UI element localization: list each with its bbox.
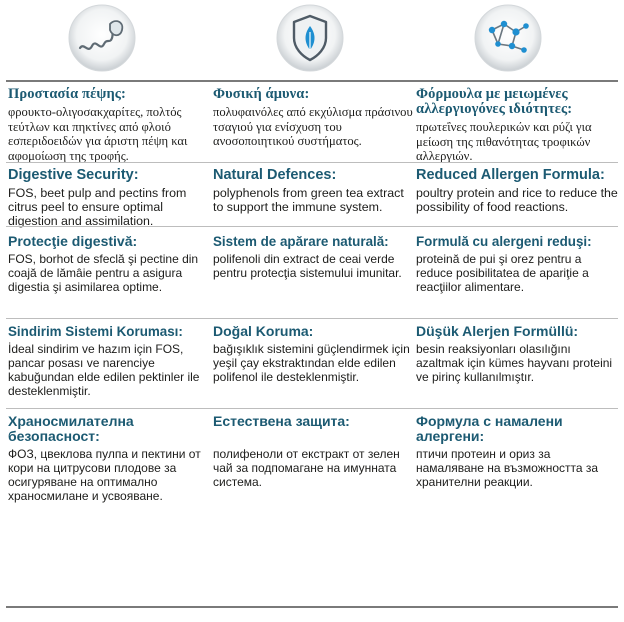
cell-text: FOS, borhot de sfeclă şi pectine din coajă de lămâie pentru a asigura digestia şi asimilarea optime. <box>8 252 199 294</box>
cell-text: proteină de pui şi orez pentru a reduce posibilitatea de apariţie a reacţiilor alimentare. <box>416 252 589 294</box>
cell-title: Sindirim Sistemi Koruması: <box>8 324 183 339</box>
cell-title: Храносмилателна безопасност: <box>8 413 134 444</box>
cell-defences <box>213 87 413 149</box>
cell-text: İdeal sindirim ve hazım için FOS, pancar posası ve narenciye kabuğundan elde edilen pektinler ile desteklenmiştir. <box>8 342 200 398</box>
cell-text: FOS, beet pulp and pectins from citrus peel to ensure optimal digestion and assimilation. <box>8 186 187 228</box>
cell-title: Digestive Security: <box>8 167 139 183</box>
row-separator <box>6 408 618 409</box>
top-rule <box>6 80 618 82</box>
cell-defences <box>213 324 413 384</box>
shield-icon <box>274 2 346 74</box>
cell-text: полифеноли от екстракт от зелен чай за подпомагане на имунната система. <box>213 447 400 489</box>
bottom-rule <box>6 606 618 608</box>
row-separator <box>6 226 618 227</box>
row-separator <box>6 318 618 319</box>
cell-text: bağışıklık sistemini güçlendirmek için yeşil çay ekstraktından elde edilen polifenol ile desteklenmiştir. <box>213 342 410 384</box>
cell-text: птичи протеин и ориз за намаляване на възможността за хранителни реакции. <box>416 447 599 489</box>
cell-text: polifenoli din extract de ceai verde pentru protecţia sistemului imunitar. <box>213 252 402 280</box>
cell-text: besin reaksiyonları olasılığını azaltmak için kümes hayvanı proteini ve pirinç kullanılmıştır. <box>416 342 613 384</box>
icon-strip <box>0 0 624 78</box>
row-separator <box>6 162 618 163</box>
cell-defences <box>213 414 413 489</box>
cell-allergen <box>416 234 620 294</box>
cell-allergen <box>416 414 620 489</box>
cell-text: πρωτεΐνες πουλερικών και ρύζι για μείωση της πιθανότητας τροφικών αλλεργιών. <box>416 120 592 163</box>
cell-text: polyphenols from green tea extract to support the immune system. <box>213 186 404 214</box>
cell-text: poultry protein and rice to reduce the possibility of food reactions. <box>416 186 618 214</box>
cell-defences <box>213 168 413 214</box>
cell-text: πολυφαινόλες από εκχύλισμα πράσινου τσαγιού για ενίσχυση του ανοσοποιητικού συστήματος. <box>213 105 413 148</box>
cell-digestive <box>8 168 208 228</box>
cell-title: Protecţie digestivă: <box>8 233 138 249</box>
cell-title: Natural Defences: <box>213 167 337 183</box>
cell-text: ФОЗ, цвеклова пулпа и пектини от кори на цитрусови плодове за осигуряване на оптимално храносмилане и усвояване. <box>8 447 201 503</box>
digestive-tract-icon <box>66 2 138 74</box>
cell-digestive <box>8 234 208 294</box>
cell-digestive <box>8 414 208 503</box>
cell-allergen <box>416 87 620 164</box>
cell-title: Φόρμουλα με μειωμένες αλλεργιογόνες ιδιότητες: <box>416 86 573 117</box>
cell-defences <box>213 234 413 280</box>
cell-title: Sistem de apărare naturală: <box>213 234 389 249</box>
cell-text: φρουκτο-ολιγοσακχαρίτες, πολτός τεύτλων και πηκτίνες από φλοιό εσπεριδοειδών για άριστη πέψη και αφομοίωση της τροφής. <box>8 105 188 163</box>
cell-title: Προστασία πέψης: <box>8 86 126 102</box>
cell-digestive <box>8 324 208 398</box>
cell-allergen <box>416 168 620 214</box>
cell-title: Formulă cu alergeni reduşi: <box>416 234 592 249</box>
cell-title: Φυσική άμυνα: <box>213 86 310 102</box>
cell-title: Reduced Allergen Formula: <box>416 167 605 183</box>
cell-allergen <box>416 324 620 384</box>
cell-digestive <box>8 87 208 163</box>
molecule-network-icon <box>472 2 544 74</box>
cell-title: Doğal Koruma: <box>213 323 314 339</box>
cell-title: Естествена защита: <box>213 413 350 429</box>
cell-title: Формула с намалени алергени: <box>416 413 563 444</box>
cell-title: Düşük Alerjen Formüllü: <box>416 323 579 339</box>
